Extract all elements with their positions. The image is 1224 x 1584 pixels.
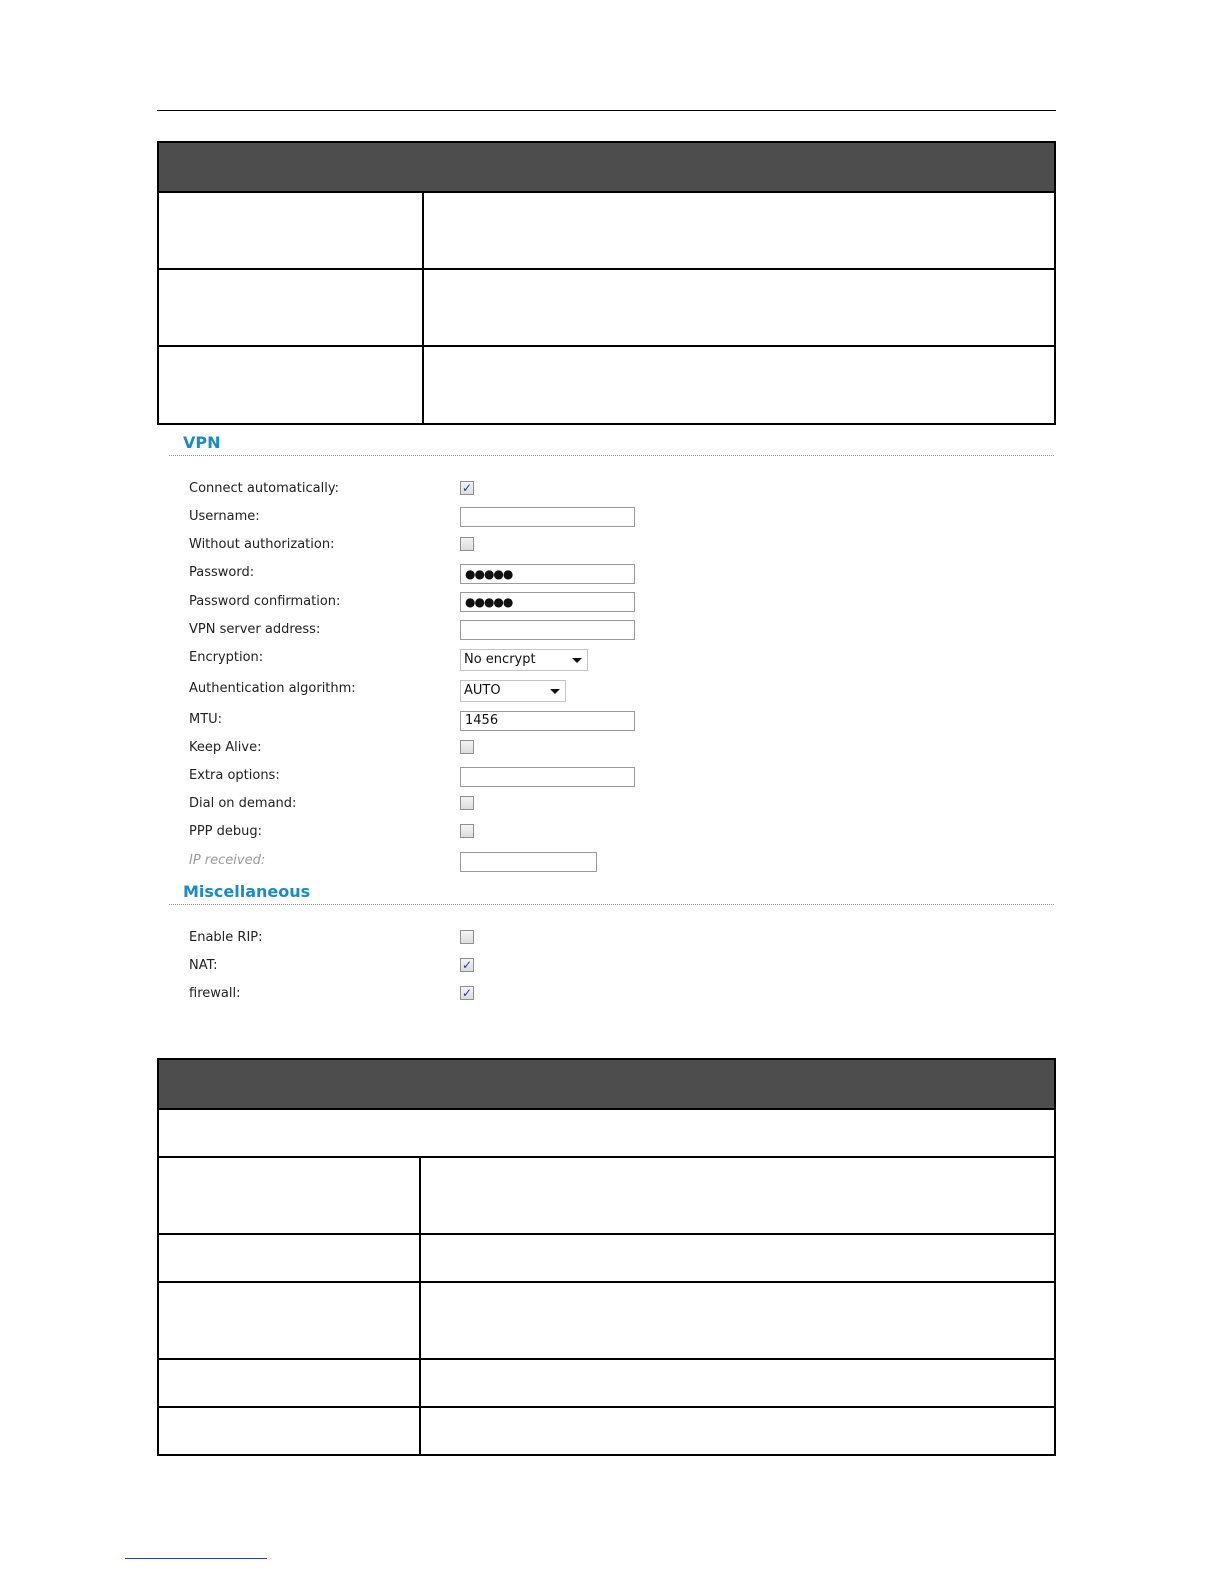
table-row [159,1158,1054,1235]
password-confirmation-row [189,590,1049,614]
mtu-label: MTU: [189,712,223,727]
firewall-label: firewall: [189,986,241,1001]
table-cell-parameter [159,1235,421,1281]
vpn-server-address-label: VPN server address: [189,622,321,637]
nat-row [189,954,1049,978]
ip-received-label: IP received: [189,853,266,868]
table-cell-description [421,1408,1054,1454]
ppp-debug-row [189,820,1049,844]
enable-rip-row [189,926,1049,950]
misc-section-title: Miscellaneous [183,882,311,901]
table-cell-description [421,1360,1054,1406]
extra-options-label: Extra options: [189,768,280,783]
table-cell-description [421,1235,1054,1281]
table-cell-parameter [159,1283,421,1358]
header-rule [157,110,1056,111]
table-cell-description [424,270,1054,345]
keep-alive-checkbox[interactable] [460,740,474,754]
table-cell-parameter [159,1158,421,1233]
footer-link-underline [125,1558,267,1559]
table-row [159,1408,1054,1454]
encryption-row [189,646,1049,670]
authentication-algorithm-label: Authentication algorithm: [189,681,356,696]
table-row [159,1235,1054,1283]
table-row [159,1360,1054,1408]
encryption-selected-value: No encrypt [464,652,536,667]
username-label: Username: [189,509,260,524]
table-cell-description [421,1158,1054,1233]
authentication-algorithm-row [189,677,1049,701]
username-row [189,505,1049,529]
vpn-server-address-input[interactable] [460,620,635,640]
table-header [159,1060,1054,1110]
password-label: Password: [189,565,255,580]
check-icon: ✓ [461,481,473,495]
vpn-server-address-row [189,618,1049,642]
table-cell-description [421,1283,1054,1358]
without-authorization-row [189,533,1049,557]
table-section-row [159,1110,1054,1158]
password-row [189,561,1049,585]
table-cell-parameter [159,1408,421,1454]
table-cell-parameter [159,1360,421,1406]
connect-automatically-row [189,477,1049,501]
table-row [159,347,1054,423]
encryption-label: Encryption: [189,650,264,665]
table-cell-description [424,193,1054,268]
password-input[interactable]: ●●●●● [460,564,635,584]
check-icon: ✓ [461,958,473,972]
firewall-checkbox[interactable] [460,986,474,1000]
nat-label: NAT: [189,958,218,973]
dial-on-demand-row [189,792,1049,816]
table-cell-parameter [159,270,424,345]
encryption-select[interactable] [460,649,588,671]
parameters-table-top [157,141,1056,425]
table-row [159,270,1054,347]
authentication-algorithm-select[interactable] [460,680,566,702]
vpn-section-title: VPN [183,433,221,452]
table-cell-description [424,347,1054,423]
keep-alive-label: Keep Alive: [189,740,262,755]
connect-automatically-checkbox[interactable] [460,481,474,495]
check-icon: ✓ [461,986,473,1000]
chevron-down-icon [550,689,560,694]
nat-checkbox[interactable] [460,958,474,972]
enable-rip-checkbox[interactable] [460,930,474,944]
keep-alive-row [189,736,1049,760]
chevron-down-icon [572,658,582,663]
mtu-row [189,708,1049,732]
ip-received-row [189,849,1049,873]
table-cell-section [159,1110,1054,1156]
firewall-row [189,982,1049,1006]
extra-options-input[interactable] [460,767,635,787]
table-cell-parameter [159,193,424,268]
without-authorization-label: Without authorization: [189,537,335,552]
username-input[interactable] [460,507,635,527]
ppp-debug-label: PPP debug: [189,824,263,839]
dial-on-demand-checkbox[interactable] [460,796,474,810]
misc-section-divider [169,904,1054,905]
ppp-debug-checkbox[interactable] [460,824,474,838]
table-row [159,1283,1054,1360]
password-confirmation-input[interactable]: ●●●●● [460,592,635,612]
authentication-algorithm-selected-value: AUTO [464,683,501,698]
password-confirmation-label: Password confirmation: [189,594,341,609]
table-header [159,143,1054,193]
dial-on-demand-label: Dial on demand: [189,796,297,811]
table-row [159,193,1054,270]
ip-received-field [460,852,597,872]
extra-options-row [189,764,1049,788]
connect-automatically-label: Connect automatically: [189,481,339,496]
enable-rip-label: Enable RIP: [189,930,263,945]
without-authorization-checkbox[interactable] [460,537,474,551]
mtu-input[interactable]: 1456 [460,711,635,731]
table-cell-parameter [159,347,424,423]
vpn-section-divider [169,455,1054,456]
parameters-table-bottom [157,1058,1056,1456]
